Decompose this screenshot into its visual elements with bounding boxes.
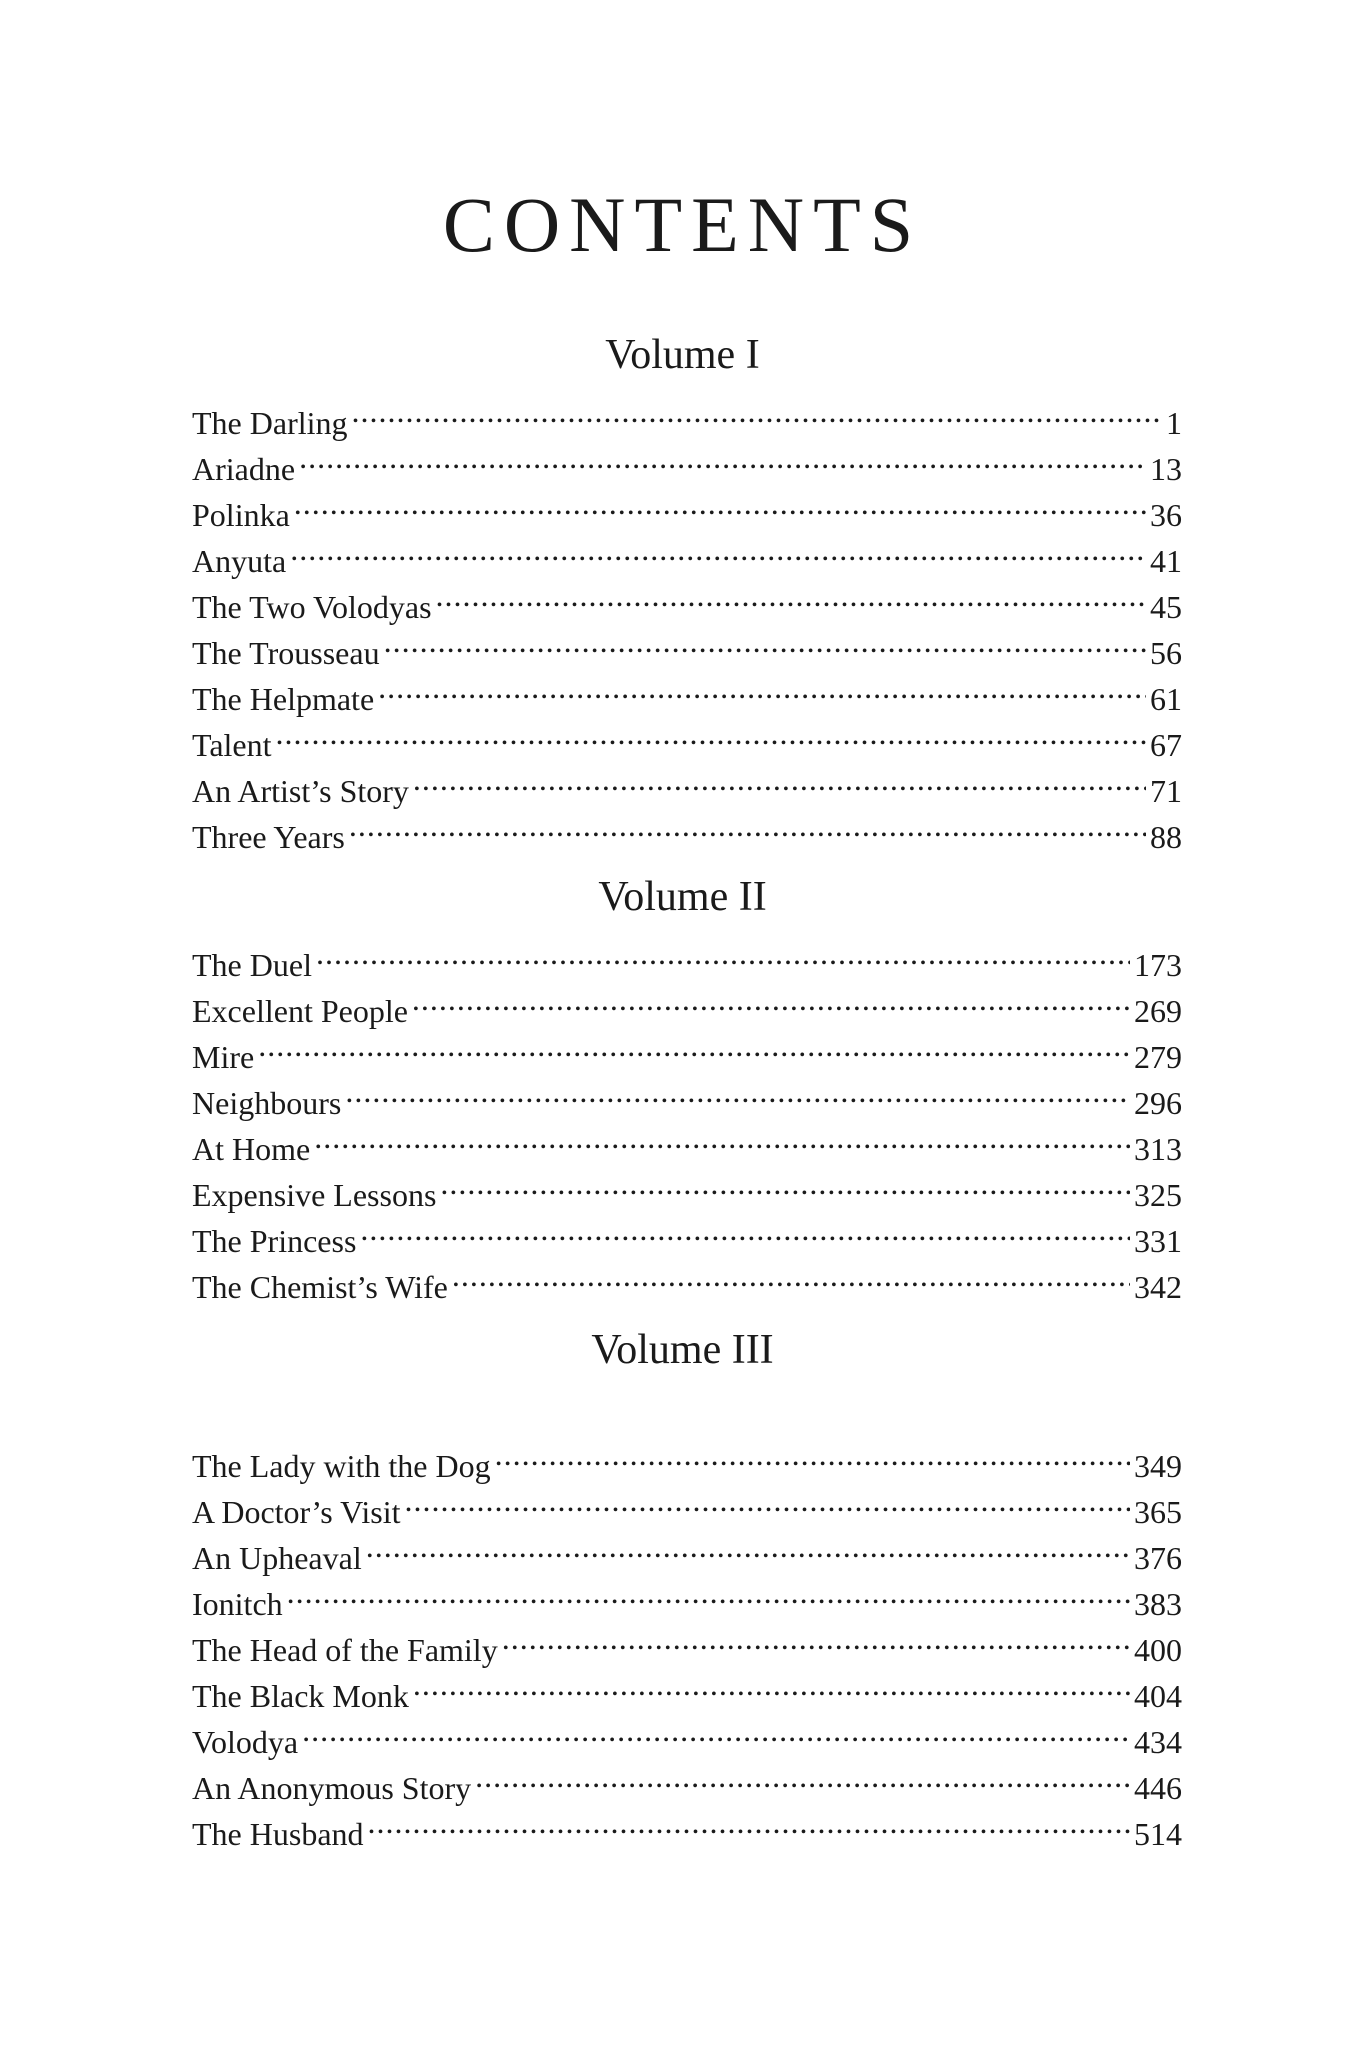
toc-list-volume-3 (192, 1431, 1182, 1852)
toc-entry (192, 930, 1182, 983)
toc-entry-page-number: 41 (1150, 543, 1182, 579)
dot-leader (276, 710, 1147, 756)
toc-entry-title: At Home (192, 1131, 311, 1167)
toc-entry (192, 1160, 1182, 1213)
toc-entry-title: An Anonymous Story (192, 1770, 472, 1806)
toc-entry-title: Three Years (192, 819, 345, 855)
toc-entry-title: Excellent People (192, 993, 408, 1029)
toc-entry-page-number: 279 (1134, 1039, 1182, 1075)
dot-leader (384, 618, 1146, 664)
dot-leader (440, 1160, 1130, 1206)
toc-entry (192, 480, 1182, 533)
dot-leader (287, 1569, 1130, 1615)
toc-entry-page-number: 383 (1134, 1586, 1182, 1622)
toc-entry-title: Anyuta (192, 543, 287, 579)
toc-entry-page-number: 376 (1134, 1540, 1182, 1576)
toc-entry (192, 1615, 1182, 1668)
dot-leader (502, 1615, 1130, 1661)
dot-leader (413, 1661, 1130, 1707)
dot-leader (413, 756, 1146, 802)
toc-entry-page-number: 71 (1150, 773, 1182, 809)
dot-leader (290, 526, 1146, 572)
toc-entry-page-number: 67 (1150, 727, 1182, 763)
dot-leader (294, 480, 1146, 526)
dot-leader (360, 1206, 1130, 1252)
toc-entry-title: The Helpmate (192, 681, 375, 717)
toc-entry-title: Polinka (192, 497, 290, 533)
volume-heading-2: Volume II (598, 874, 767, 920)
toc-entry-title: The Darling (192, 405, 348, 441)
toc-entry-title: An Upheaval (192, 1540, 362, 1576)
toc-entry-page-number: 173 (1134, 947, 1182, 983)
dot-leader (302, 1707, 1130, 1753)
toc-entry-page-number: 56 (1150, 635, 1182, 671)
toc-entry (192, 572, 1182, 625)
toc-entry-title: Mire (192, 1039, 255, 1075)
dot-leader (366, 1523, 1130, 1569)
toc-entry (192, 526, 1182, 579)
toc-entry-page-number: 296 (1134, 1085, 1182, 1121)
toc-entry-title: Neighbours (192, 1085, 342, 1121)
toc-entry-title: The Duel (192, 947, 312, 983)
dot-leader (436, 572, 1146, 618)
toc-entry (192, 1569, 1182, 1622)
toc-entry-page-number: 446 (1134, 1770, 1182, 1806)
dot-leader (316, 930, 1130, 976)
dot-leader (452, 1252, 1130, 1298)
toc-entry (192, 976, 1182, 1029)
dot-leader (299, 434, 1146, 480)
toc-entry-title: The Princess (192, 1223, 357, 1259)
toc-entry-title: The Lady with the Dog (192, 1448, 491, 1484)
toc-entry-page-number: 45 (1150, 589, 1182, 625)
dot-leader (475, 1753, 1130, 1799)
dot-leader (412, 976, 1130, 1022)
toc-entry-title: The Trousseau (192, 635, 380, 671)
toc-entry-title: A Doctor’s Visit (192, 1494, 401, 1530)
dot-leader (258, 1022, 1130, 1068)
toc-entry-page-number: 61 (1150, 681, 1182, 717)
toc-entry (192, 1753, 1182, 1806)
toc-entry (192, 756, 1182, 809)
toc-entry-page-number: 404 (1134, 1678, 1182, 1714)
toc-entry-title: The Black Monk (192, 1678, 409, 1714)
toc-entry-page-number: 1 (1166, 405, 1182, 441)
toc-entry-title: Volodya (192, 1724, 299, 1760)
toc-entry-page-number: 313 (1134, 1131, 1182, 1167)
toc-entry-title: The Head of the Family (192, 1632, 498, 1668)
toc-entry (192, 710, 1182, 763)
toc-list-volume-1 (192, 388, 1182, 855)
toc-entry-page-number: 331 (1134, 1223, 1182, 1259)
toc-entry (192, 1431, 1182, 1484)
dot-leader (368, 1799, 1130, 1845)
dot-leader (349, 802, 1146, 848)
toc-entry-page-number: 342 (1134, 1269, 1182, 1305)
toc-entry-title: Expensive Lessons (192, 1177, 437, 1213)
toc-entry (192, 1068, 1182, 1121)
toc-entry-page-number: 365 (1134, 1494, 1182, 1530)
toc-entry-title: Talent (192, 727, 272, 763)
volume-heading-3: Volume III (591, 1327, 774, 1373)
dot-leader (378, 664, 1146, 710)
toc-entry-page-number: 349 (1134, 1448, 1182, 1484)
toc-entry-page-number: 325 (1134, 1177, 1182, 1213)
toc-entry (192, 1707, 1182, 1760)
toc-list-volume-2 (192, 930, 1182, 1305)
toc-entry-title: The Two Volodyas (192, 589, 432, 625)
toc-entry-page-number: 269 (1134, 993, 1182, 1029)
dot-leader (404, 1477, 1130, 1523)
dot-leader (495, 1431, 1130, 1477)
page-title: CONTENTS (442, 181, 923, 268)
toc-entry-page-number: 88 (1150, 819, 1182, 855)
toc-entry (192, 388, 1182, 441)
toc-entry-page-number: 434 (1134, 1724, 1182, 1760)
toc-entry-title: The Husband (192, 1816, 364, 1852)
toc-entry-title: Ionitch (192, 1586, 283, 1622)
toc-entry-title: The Chemist’s Wife (192, 1269, 448, 1305)
toc-entry-title: Ariadne (192, 451, 296, 487)
volume-heading-1: Volume I (605, 332, 760, 378)
toc-entry-title: An Artist’s Story (192, 773, 409, 809)
dot-leader (314, 1114, 1130, 1160)
toc-entry (192, 434, 1182, 487)
dot-leader (352, 388, 1163, 434)
toc-entry-page-number: 514 (1134, 1816, 1182, 1852)
toc-entry (192, 1114, 1182, 1167)
toc-entry-page-number: 13 (1150, 451, 1182, 487)
toc-entry-page-number: 36 (1150, 497, 1182, 533)
dot-leader (345, 1068, 1130, 1114)
toc-entry (192, 1022, 1182, 1075)
toc-entry-page-number: 400 (1134, 1632, 1182, 1668)
